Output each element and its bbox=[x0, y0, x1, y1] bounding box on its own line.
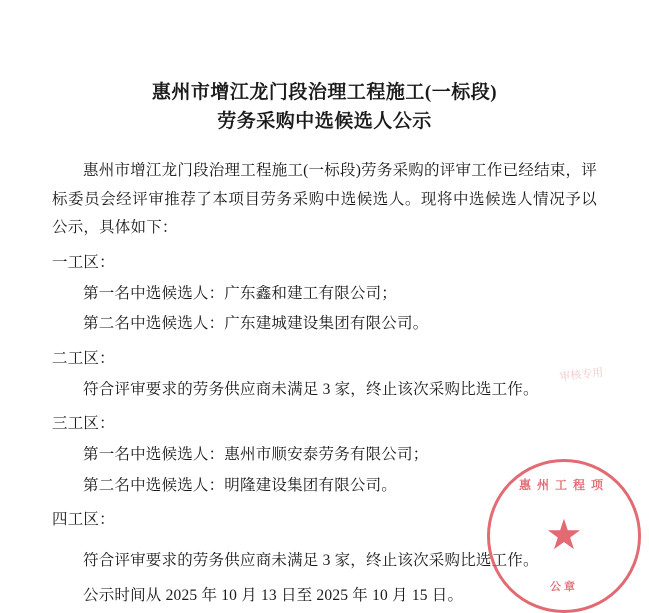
section-4-line-1: 符合评审要求的劳务供应商未满足 3 家，终止该次采购比选工作。 bbox=[83, 551, 539, 569]
seal-bottom-text: 公章 bbox=[550, 581, 578, 593]
section-heading-2: 二工区： bbox=[52, 349, 115, 367]
section-2-line-1: 符合评审要求的劳务供应商未满足 3 家，终止该次采购比选工作。 bbox=[83, 380, 539, 398]
intro-paragraph: 惠州市增江龙门段治理工程施工(一标段)劳务采购的评审工作已经结束，评标委员会经评审推荐了本项目劳务采购中选候选人。现将中选候选人情况予以公示，具体如下： bbox=[52, 161, 597, 237]
section-heading-1: 一工区： bbox=[52, 253, 115, 271]
section-heading-4: 四工区： bbox=[52, 511, 115, 529]
section-3-line-1: 第一名中选候选人：惠州市顺安泰劳务有限公司； bbox=[83, 445, 429, 463]
document-title bbox=[52, 78, 597, 137]
section-1-line-1: 第一名中选候选人：广东鑫和建工有限公司； bbox=[83, 284, 398, 302]
section-heading-3: 三工区： bbox=[52, 415, 115, 433]
seal-star-icon: ★ bbox=[545, 513, 583, 559]
title-line-2: 劳务采购中选候选人公示 bbox=[217, 111, 432, 133]
notice-period: 公示时间从 2025 年 10 月 13 日至 2025 年 10 月 15 日。 bbox=[83, 586, 464, 604]
section-3-line-2: 第二名中选候选人：明隆建设集团有限公司。 bbox=[83, 476, 398, 494]
faint-stamp-mark: 审核专用 bbox=[558, 366, 604, 384]
title-line-1: 惠州市增江龙门段治理工程施工(一标段) bbox=[151, 82, 498, 103]
document-body bbox=[52, 157, 597, 610]
section-1-line-2: 第二名中选候选人：广东建城建设集团有限公司。 bbox=[83, 315, 429, 333]
seal-top-text: 惠州工程项 bbox=[518, 478, 609, 492]
